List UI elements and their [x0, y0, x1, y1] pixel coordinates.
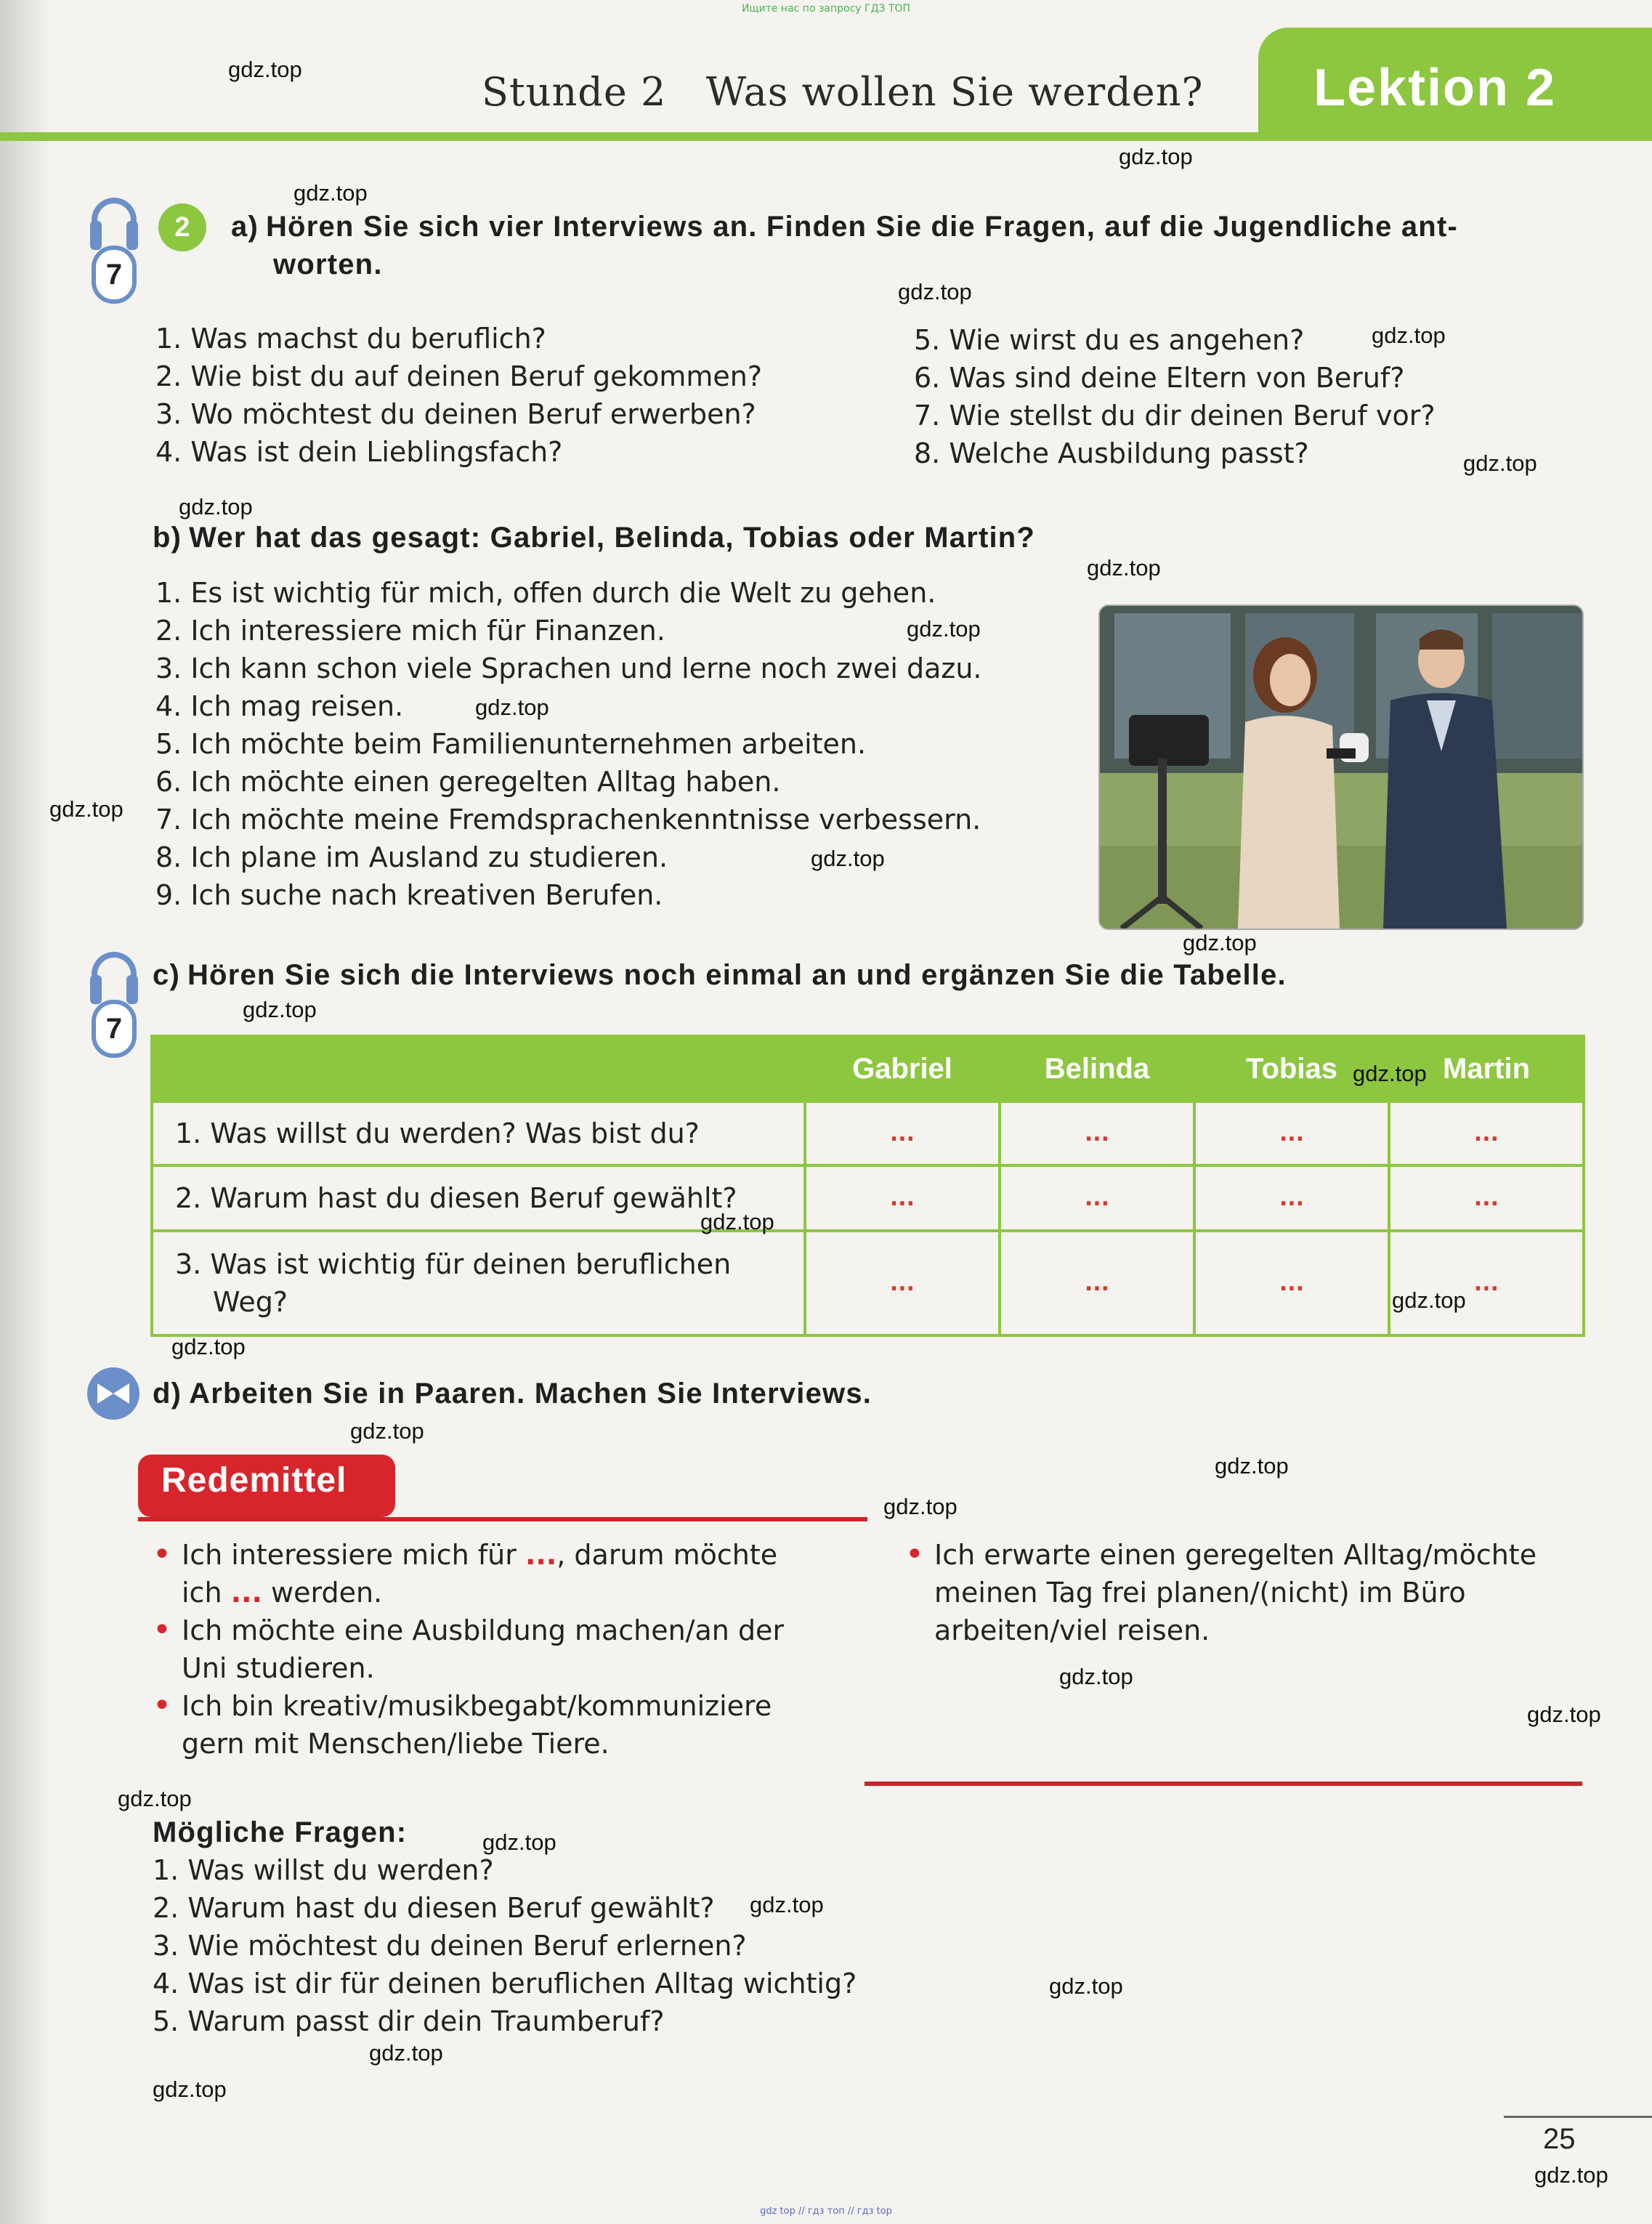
answer-cell[interactable]: ...: [1194, 1165, 1389, 1231]
task-a-questions-left: [155, 320, 762, 471]
answer-cell[interactable]: ...: [805, 1165, 1000, 1231]
list-item: 7. Wie stellst du dir deinen Beruf vor?: [914, 400, 1436, 432]
list-item: 6. Was sind deine Eltern von Beruf?: [914, 362, 1405, 394]
list-item: 4. Was ist dein Lieblingsfach?: [155, 436, 563, 468]
track-number: 7: [92, 1000, 137, 1058]
list-item: 2. Wie bist du auf deinen Beruf gekommen?: [155, 360, 763, 392]
row-question: 1. Was willst du werden? Was bist du?: [152, 1101, 805, 1165]
page-gutter-shadow: [0, 0, 51, 2224]
gap: ...: [230, 1577, 262, 1609]
bottom-note: gdz top // гдз топ // гдз top: [760, 2206, 892, 2217]
column-header-tobias: Tobias: [1194, 1036, 1389, 1101]
possible-questions-list: [153, 1851, 857, 2040]
phrase: , darum möchte: [556, 1539, 778, 1571]
list-item: 6. Ich möchte einen geregelten Alltag haben.: [155, 766, 781, 798]
table-row: [152, 1101, 1584, 1165]
table-row: [152, 1165, 1584, 1231]
interview-photo: [1098, 604, 1584, 930]
list-item: 1. Es ist wichtig für mich, offen durch die Welt zu gehen.: [155, 577, 936, 609]
answer-cell[interactable]: ...: [805, 1231, 1000, 1335]
lektion-label: Lektion 2: [1313, 59, 1557, 117]
watermark: gdz.top: [1087, 555, 1161, 581]
watermark: gdz.top: [883, 1494, 957, 1519]
watermark: gdz.top: [118, 1786, 192, 1811]
watermark: gdz.top: [1527, 1702, 1601, 1727]
task-a-heading: [231, 211, 1458, 243]
redemittel-title: Redemittel: [161, 1461, 347, 1500]
list-item: 9. Ich suche nach kreativen Berufen.: [155, 879, 663, 911]
answer-cell[interactable]: ...: [1000, 1101, 1194, 1165]
phrase: Ich bin kreativ/musikbegabt/kommuniziere: [182, 1690, 772, 1722]
column-header-martin: Martin: [1389, 1036, 1584, 1101]
task-b-heading: [153, 522, 1035, 554]
table-row: [152, 1231, 1584, 1335]
gap: ...: [525, 1539, 557, 1571]
list-item: 8. Welche Ausbildung passt?: [914, 437, 1309, 469]
watermark: gdz.top: [1119, 144, 1193, 169]
watermark: gdz.top: [1353, 1061, 1427, 1086]
page-number: 25: [1543, 2123, 1576, 2155]
watermark: gdz.top: [171, 1334, 246, 1359]
redemittel-bullet: [905, 1536, 1588, 1649]
task-a-text: Hören Sie sich vier Interviews an. Finden Sie die Fragen, auf die Jugendliche ant-: [265, 211, 1458, 243]
task-d-label: d): [153, 1378, 182, 1410]
watermark: gdz.top: [750, 1892, 824, 1917]
phrase: meinen Tag frei planen/(nicht) im Büro: [934, 1577, 1466, 1609]
track-number: 7: [92, 246, 137, 304]
row-question: [152, 1231, 805, 1335]
answer-cell[interactable]: ...: [1389, 1101, 1584, 1165]
watermark: gdz.top: [475, 695, 549, 720]
list-item: 1. Was machst du beruflich?: [155, 323, 546, 355]
watermark: gdz.top: [1463, 450, 1537, 476]
table-header-empty: [152, 1036, 805, 1101]
pair-work-icon: [87, 1367, 139, 1420]
task-a-label: a): [231, 211, 259, 243]
redemittel-bullet: [153, 1536, 828, 1612]
watermark: gdz.top: [369, 2040, 443, 2066]
redemittel-rule-top: [138, 1517, 867, 1521]
column-header-belinda: Belinda: [1000, 1036, 1194, 1101]
answer-cell[interactable]: ...: [1389, 1231, 1584, 1335]
redemittel-rule-bottom: [865, 1782, 1582, 1786]
task-b-label: b): [153, 522, 182, 554]
watermark: gdz.top: [49, 796, 124, 822]
task-c-heading: [153, 959, 1287, 992]
row-question-line: Weg?: [213, 1286, 288, 1318]
column-header-gabriel: Gabriel: [805, 1036, 1000, 1101]
watermark: gdz.top: [243, 997, 317, 1022]
answer-cell[interactable]: ...: [1000, 1165, 1194, 1231]
answer-cell[interactable]: ...: [805, 1101, 1000, 1165]
list-item: 5. Wie wirst du es angehen?: [914, 324, 1305, 356]
list-item: 2. Warum hast du diesen Beruf gewählt?: [153, 1892, 715, 1924]
watermark: gdz.top: [1534, 2162, 1608, 2188]
watermark: gdz.top: [179, 494, 253, 519]
top-note: Ищите нас по запросу ГДЗ ТОП: [741, 3, 911, 15]
answer-cell[interactable]: ...: [1194, 1231, 1389, 1335]
task-a-questions-right: [914, 321, 1436, 472]
list-item: 5. Warum passt dir dein Traumberuf?: [153, 2005, 665, 2037]
answer-cell[interactable]: ...: [1389, 1165, 1584, 1231]
list-item: 1. Was willst du werden?: [153, 1854, 494, 1886]
page-title: Stunde 2 Was wollen Sie werden?: [482, 69, 1204, 115]
phrase: werden.: [271, 1577, 383, 1609]
row-question: 2. Warum hast du diesen Beruf gewählt?: [152, 1165, 805, 1231]
watermark: gdz.top: [350, 1418, 424, 1444]
headphones-icon: [87, 952, 142, 1061]
phrase: ich: [182, 1577, 222, 1609]
phrase: Uni studieren.: [182, 1652, 375, 1684]
answer-cell[interactable]: ...: [1000, 1231, 1194, 1335]
watermark: gdz.top: [811, 846, 885, 871]
watermark: gdz.top: [228, 57, 302, 82]
redemittel-right-column: [905, 1536, 1588, 1649]
watermark: gdz.top: [898, 279, 972, 304]
list-item: 4. Ich mag reisen.: [155, 690, 404, 722]
possible-questions-title: Mögliche Fragen:: [153, 1816, 408, 1848]
phrase: gern mit Menschen/liebe Tiere.: [182, 1728, 610, 1760]
list-item: 5. Ich möchte beim Familienunternehmen arbeiten.: [155, 728, 867, 760]
task-b-text: Wer hat das gesagt: Gabriel, Belinda, Tobias oder Martin?: [189, 522, 1036, 554]
task-d-text: Arbeiten Sie in Paaren. Machen Sie Interviews.: [189, 1378, 872, 1410]
watermark: gdz.top: [1372, 323, 1446, 348]
phrase: arbeiten/viel reisen.: [934, 1614, 1210, 1646]
watermark: gdz.top: [700, 1209, 774, 1234]
watermark: gdz.top: [1215, 1453, 1289, 1479]
redemittel-left-column: [153, 1536, 828, 1763]
watermark: gdz.top: [1059, 1664, 1133, 1689]
watermark: gdz.top: [1049, 1973, 1123, 1999]
watermark: gdz.top: [482, 1829, 556, 1855]
header-rule: [0, 132, 1652, 141]
list-item: 7. Ich möchte meine Fremdsprachenkenntnisse verbessern.: [155, 804, 981, 836]
task-d-heading: [153, 1378, 872, 1410]
task-c-text: Hören Sie sich die Interviews noch einmal an und ergänzen Sie die Tabelle.: [187, 959, 1287, 991]
redemittel-bullet: [153, 1612, 828, 1687]
list-item: 2. Ich interessiere mich für Finanzen.: [155, 615, 665, 647]
phrase: Ich erwarte einen geregelten Alltag/möchte: [934, 1539, 1537, 1571]
watermark: gdz.top: [293, 180, 368, 206]
phrase: Ich möchte eine Ausbildung machen/an der: [182, 1614, 785, 1646]
watermark: gdz.top: [1392, 1287, 1466, 1313]
exercise-number-badge: 2: [158, 203, 206, 251]
list-item: 3. Wo möchtest du deinen Beruf erwerben?: [155, 398, 756, 430]
answer-cell[interactable]: ...: [1194, 1101, 1389, 1165]
redemittel-bullet: [153, 1687, 828, 1763]
list-item: 3. Ich kann schon viele Sprachen und lerne noch zwei dazu.: [155, 652, 982, 684]
headphones-icon: [87, 198, 142, 307]
watermark: gdz.top: [153, 2077, 227, 2102]
watermark: gdz.top: [907, 616, 981, 642]
row-question-line: 3. Was ist wichtig für deinen beruflichen: [175, 1248, 732, 1280]
page-number-rule: [1504, 2116, 1652, 2118]
watermark: gdz.top: [1183, 930, 1257, 955]
list-item: 4. Was ist dir für deinen beruflichen Alltag wichtig?: [153, 1968, 857, 1999]
list-item: 3. Wie möchtest du deinen Beruf erlernen?: [153, 1930, 747, 1962]
list-item: 8. Ich plane im Ausland zu studieren.: [155, 841, 668, 873]
task-a-text-cont: worten.: [273, 248, 383, 280]
task-c-label: c): [153, 959, 180, 991]
phrase: Ich interessiere mich für: [182, 1539, 517, 1571]
